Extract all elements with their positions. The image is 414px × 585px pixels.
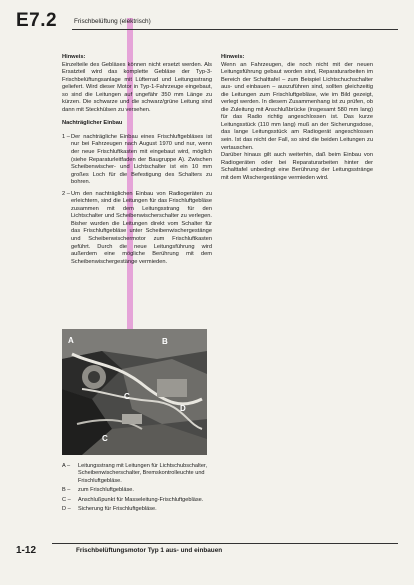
photo-label: C [124,392,130,401]
wiring-photo-graphic [62,329,207,455]
caption-row [62,463,212,485]
hinweis-text-right-1: Wenn an Fahrzeugen, die noch nicht mit der neuen Leitungsführung gebaut worden sind, Reparaturarbeiten im Bereich der Schalttafel – zum Beispiel Lichtschuchschalter aus- und einbauen – auszuführen sind, sollten gleichzeitig die Leitungen zum Frischluftgebläse, wie im Bild gezeigt, verlegt werden. In diesem Zusammenhang ist zu prüfen, ob die Zuleitung mit Anschlußbrücke (insgesamt 580 mm lang) für das Radio richtig angeschlossen ist. Das kurze Leitungsstück (110 mm lang) muß an der Sicherungsdose, das lange Leitungsstück am Radiogerät angeschlossen sein. Ist das nicht der Fall, so sind die beiden Leitungen zu vertauschen. [221,61,373,151]
hinweis-text-left: Einzelteile des Gebläses können nicht ersetzt werden. Als Ersatzteil wird das komplette Gebläse der Typ-3-Frischbelüftungsanlage mit Lüfterrad und Leitungsstrang geliefert. Wird dieser Motor in Typ-1-Fahrzeuge eingebaut, so sind die Leitungen auf ungefähr 350 mm Länge zu kürzen. Die schwarze und die schwarz/grüne Leitung sind dann mit Steckhülsen zu versehen. [62,61,212,113]
caption-key: B – [62,487,71,494]
section-badge: E7.2 [16,10,58,31]
list-number: 1 – [62,133,70,140]
hinweis-text-right-2: Darüber hinaus gilt auch weiterhin, daß beim Einbau von Radiogeräten oder bei Reparaturarbeiten hinter der Schalttafel unbedingt eine Berührung der Leitungsstränge mit dem Wischergestänge vermieden wird. [221,152,373,181]
caption-text: Sicherung für Frischluftgebläse. [78,506,157,513]
figure-caption [62,463,212,515]
hinweis-title-right: Hinweis: [221,54,245,60]
list-number: 2 – [62,190,70,197]
footer-title: Frischbelüftungsmotor Typ 1 aus- und einbauen [76,547,223,554]
subheading-nachtraeglich: Nachträglicher Einbau [62,120,123,127]
list-text: Um den nachträglichen Einbau von Radiogeräten zu erleichtern, sind die Leitungen für das Frischluftgebläse zusammen mit dem Leitungsstrang für den Lichtschalter und Scheibenwischerschalter zu verlegen. Bisher wurden die Leitungen direkt vom Schalter für das Frischluftgebläse unter Scheibenwischergestänge und Scheibenwischermotor zum Frischluftkasten geführt. Durch die neue Leitungsführung wird außerdem eine mögliche Berührung mit dem Scheibenwischergestänge vermieden. [71,190,212,265]
list-text: Der nachträgliche Einbau eines Frischluftgebläses ist nur bei Fahrzeugen nach August 1970 und nur, wenn der neue Frischluftkasten mit eingebaut wird, möglich (siehe Reparaturleitfaden der Baugruppe A). Zwischen Scheibenwischer- und Lichtschalter ist ein 10 mm großes Loch für die Befestigung des Schalters zu bohren. [71,133,212,186]
header-title: Frischbelüftung (elektrisch) [74,18,151,25]
header-rule [72,29,398,30]
page-footer [16,540,398,560]
list-item [62,191,212,266]
caption-text: Leitungsstrang mit Leitungen für Lichtschubschalter, Scheibenwischerschalter, Bremskontrolleuchte und Frischluftgebläse. [78,463,208,484]
page-number: 1-12 [16,545,37,556]
list-item [62,134,212,187]
caption-text: zum Frischluftgebläse. [78,487,134,494]
wiring-photo [62,329,207,455]
footer-rule [52,543,398,544]
caption-text: Anschlußpunkt für Masseleitung-Frischluftgebläse. [78,496,204,503]
photo-label: D [180,404,186,413]
hinweis-title-left: Hinweis: [62,54,86,60]
caption-row [62,506,212,513]
photo-label: C [102,434,108,443]
photo-label: A [68,336,74,345]
caption-key: D – [62,506,71,513]
left-column [62,54,212,266]
caption-row [62,497,212,504]
photo-label: B [162,337,168,346]
caption-row [62,487,212,494]
caption-key: C – [62,496,71,503]
page-header [16,10,398,32]
caption-key: A – [62,463,71,469]
right-column [221,54,373,188]
